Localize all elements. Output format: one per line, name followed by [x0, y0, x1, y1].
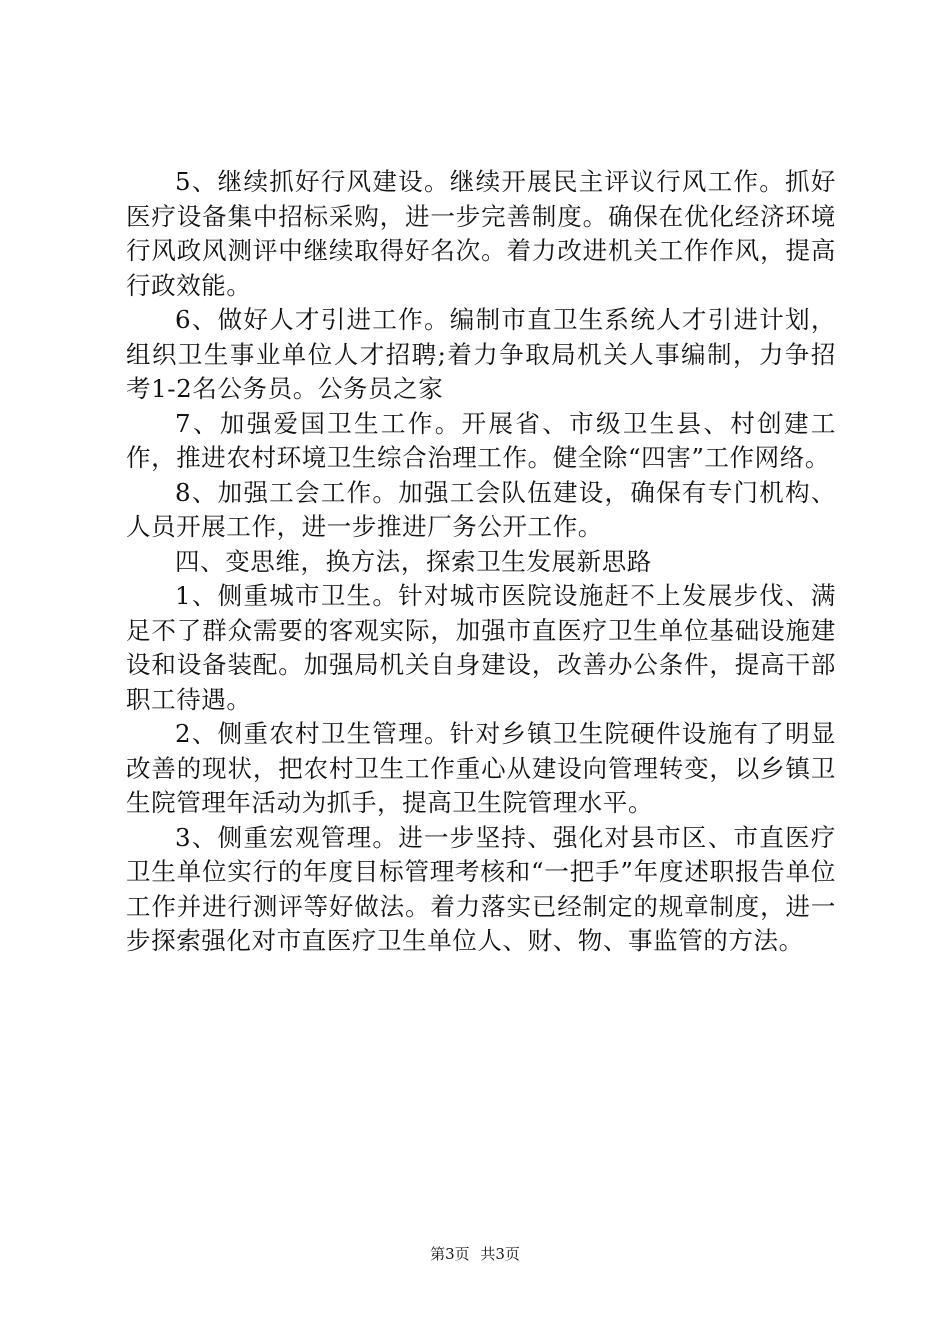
paragraph-item-8-union-work: 8、加强工会工作。加强工会队伍建设，确保有专门机构、人员开展工作，进一步推进厂务公开工作。 — [126, 477, 836, 541]
paragraph-item-6-talent-recruitment: 6、做好人才引进工作。编制市直卫生系统人才引进计划，组织卫生事业单位人才招聘;着力争取局机关人事编制，力争招考1-2名公务员。公务员之家 — [126, 305, 836, 403]
page-total: 共3页 — [480, 1245, 520, 1263]
paragraph-item-7-patriotic-health: 7、加强爱国卫生工作。开展省、市级卫生县、村创建工作，推进农村环境卫生综合治理工作。健全除“四害”工作网络。 — [126, 408, 836, 472]
paragraph-item-5-style-building: 5、继续抓好行风建设。继续开展民主评议行风工作。抓好医疗设备集中招标采购，进一步完善制度。确保在优化经济环境行风政风测评中继续取得好名次。着力改进机关工作作风，提高行政效能。 — [126, 167, 836, 300]
paragraph-item-3-macro-management: 3、侧重宏观管理。进一步坚持、强化对县市区、市直医疗卫生单位实行的年度目标管理考核和“一把手”年度述职报告单位工作并进行测评等好做法。着力落实已经制定的规章制度，进一步探索强化对市直医疗卫生单位人、财、物、事监管的方法。 — [126, 822, 836, 955]
page-number: 第3页 — [430, 1245, 470, 1263]
paragraph-item-2-rural-health: 2、侧重农村卫生管理。针对乡镇卫生院硬件设施有了明显改善的现状，把农村卫生工作重心从建设向管理转变，以乡镇卫生院管理年活动为抓手，提高卫生院管理水平。 — [126, 719, 836, 817]
paragraph-item-1-urban-health: 1、侧重城市卫生。针对城市医院设施赶不上发展步伐、满足不了群众需要的客观实际，加强市直医疗卫生单位基础设施建设和设备装配。加强局机关自身建设，改善办公条件，提高干部职工待遇。 — [126, 581, 836, 714]
page-footer — [0, 1244, 950, 1264]
document-body — [126, 165, 836, 959]
section-heading-4: 四、变思维，换方法，探索卫生发展新思路 — [175, 546, 652, 576]
